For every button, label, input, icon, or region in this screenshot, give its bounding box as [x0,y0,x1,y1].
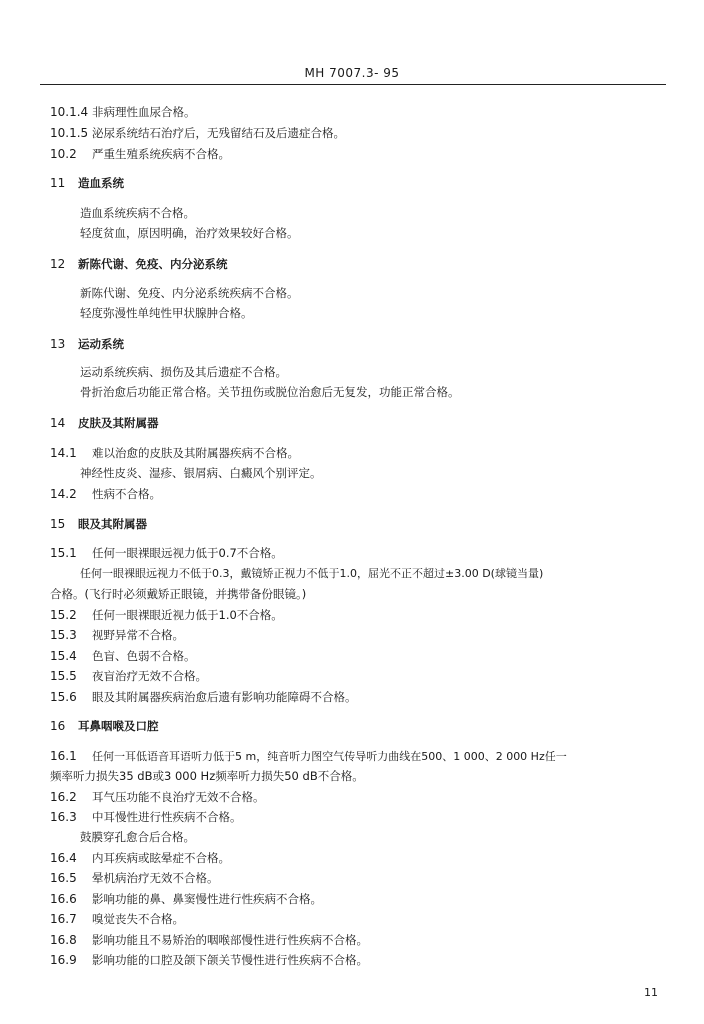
clause-10-1-4: 10.1.4 非病理性血尿合格。 [50,105,196,119]
clause-16-2: 16.2 耳气压功能不良治疗无效不合格。 [50,790,265,804]
clause-10-1-5: 10.1.5 泌尿系统结石治疗后，无残留结石及后遗症合格。 [50,126,345,140]
clause-16-1-para-2: 频率听力损失35 dB或3 000 Hz频率听力损失50 dB不合格。 [50,769,364,783]
section-13-heading: 13 运动系统 [50,337,124,351]
section-16-heading: 16 耳鼻咽喉及口腔 [50,719,159,733]
clause-15-1-para-2-cont: 合格。(飞行时必须戴矫正眼镜，并携带备份眼镜。) [50,587,307,601]
section-12-para-2: 轻度弥漫性单纯性甲状腺肿合格。 [80,306,253,320]
clause-15-4: 15.4 色盲、色弱不合格。 [50,649,196,663]
clause-16-8: 16.8 影响功能且不易矫治的咽喉部慢性进行性疾病不合格。 [50,933,368,947]
clause-16-3: 16.3 中耳慢性进行性疾病不合格。 [50,810,242,824]
clause-15-5: 15.5 夜盲治疗无效不合格。 [50,669,207,683]
section-13-para-2: 骨折治愈后功能正常合格。关节扭伤或脱位治愈后无复发，功能正常合格。 [80,385,460,399]
section-11-para-1: 造血系统疾病不合格。 [80,206,195,220]
section-15-heading: 15 眼及其附属器 [50,517,147,531]
section-14-heading: 14 皮肤及其附属器 [50,416,159,430]
section-11-para-2: 轻度贫血，原因明确，治疗效果较好合格。 [80,226,299,240]
section-11-heading: 11 造血系统 [50,176,124,190]
clause-15-1-para-2: 任何一眼裸眼远视力不低于0.3，戴镜矫正视力不低于1.0，屈光不正不超过±3.00 D(球镜当量) [80,567,544,580]
clause-16-6: 16.6 影响功能的鼻、鼻窦慢性进行性疾病不合格。 [50,892,322,906]
clause-14-2: 14.2 性病不合格。 [50,487,161,501]
clause-16-3-para-2: 鼓膜穿孔愈合后合格。 [80,830,195,844]
section-12-para-1: 新陈代谢、免疫、内分泌系统疾病不合格。 [80,286,299,300]
clause-15-1: 15.1 任何一眼裸眼远视力低于0.7不合格。 [50,546,283,560]
clause-16-4: 16.4 内耳疾病或眩晕症不合格。 [50,851,230,865]
document-code-header: MH 7007.3- 95 [304,66,400,80]
clause-16-1: 16.1 任何一耳低语音耳语听力低于5 m，纯音听力图空气传导听力曲线在500、1 000、2 000 Hz任一 [50,749,567,763]
header-rule [40,84,666,85]
section-13-para-1: 运动系统疾病、损伤及其后遗症不合格。 [80,365,287,379]
clause-14-1-para-2: 神经性皮炎、湿疹、银屑病、白癜风个别评定。 [80,466,322,480]
clause-10-2: 10.2 严重生殖系统疾病不合格。 [50,147,230,161]
clause-16-9: 16.9 影响功能的口腔及颌下颌关节慢性进行性疾病不合格。 [50,953,368,967]
section-12-heading: 12 新陈代谢、免疫、内分泌系统 [50,257,228,271]
clause-15-2: 15.2 任何一眼裸眼近视力低于1.0不合格。 [50,608,283,622]
clause-16-5: 16.5 晕机病治疗无效不合格。 [50,871,219,885]
page-number: 11 [644,986,658,999]
clause-15-6: 15.6 眼及其附属器疾病治愈后遗有影响功能障碍不合格。 [50,690,357,704]
clause-16-7: 16.7 嗅觉丧失不合格。 [50,912,184,926]
clause-15-3: 15.3 视野异常不合格。 [50,628,184,642]
clause-14-1: 14.1 难以治愈的皮肤及其附属器疾病不合格。 [50,446,299,460]
